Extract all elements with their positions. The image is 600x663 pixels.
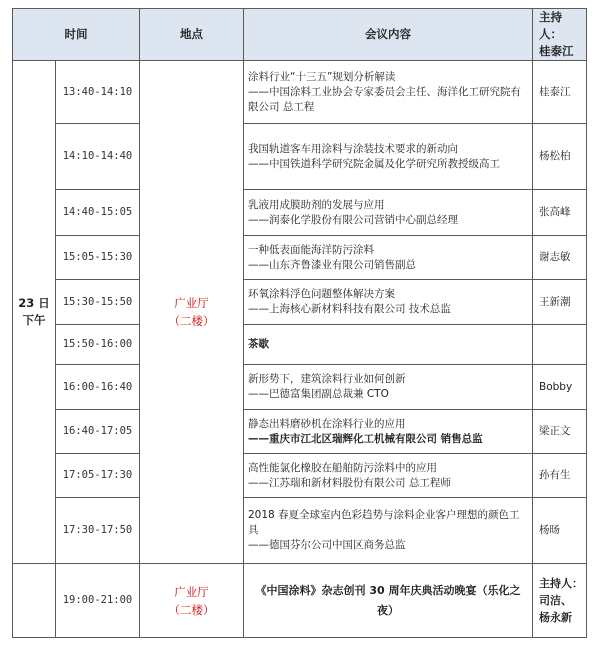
session-speaker: 梁正文	[533, 410, 587, 454]
evening-host	[533, 564, 587, 638]
session-content	[244, 498, 533, 564]
session-title: 高性能氯化橡胶在船舶防污涂料中的应用	[248, 461, 437, 474]
session-detail: ——巴德富集团副总裁兼 CTO	[248, 388, 389, 400]
session-title: 我国轨道客车用涂料与涂装技术要求的新动向	[248, 142, 458, 155]
session-time: 15:50-16:00	[56, 325, 140, 365]
session-title: 静态出料磨砂机在涂料行业的应用	[248, 417, 406, 430]
session-time: 17:30-17:50	[56, 498, 140, 564]
session-title: 2018 春夏全球室内色彩趋势与涂料企业客户理想的颜色工具	[248, 509, 520, 536]
session-title: 涂料行业“十三五”规划分析解读	[248, 70, 396, 83]
header-host-label: 主持人：	[539, 10, 562, 41]
session-speaker: 杨松柏	[533, 124, 587, 190]
session-time: 17:05-17:30	[56, 454, 140, 498]
session-detail: ——中国铁道科学研究院金属及化学研究所教授级高工	[248, 157, 500, 170]
table-row	[13, 410, 587, 454]
venue-floor: （二楼）	[168, 314, 215, 328]
session-time: 15:30-15:50	[56, 280, 140, 325]
session-title: 茶歇	[248, 338, 269, 350]
session-title: 新形势下，建筑涂料行业如何创新	[248, 373, 406, 385]
evening-venue-cell	[140, 564, 244, 638]
session-time: 13:40-14:10	[56, 61, 140, 124]
evening-venue-floor: （二楼）	[168, 602, 215, 617]
session-content	[244, 190, 533, 236]
header-content: 会议内容	[244, 9, 533, 61]
session-speaker: 王新潮	[533, 280, 587, 325]
session-content	[244, 454, 533, 498]
table-row	[13, 190, 587, 236]
evening-title: 《中国涂料》杂志创刊 30 周年庆典活动晚宴（乐化之夜）	[244, 564, 533, 638]
session-detail: ——江苏瑞和新材料股份有限公司 总工程师	[248, 476, 451, 489]
session-title: 环氧涂料浮色问题整体解决方案	[248, 288, 395, 300]
session-content	[244, 236, 533, 280]
venue-name: 广业厅	[174, 296, 209, 310]
session-speaker: 孙有生	[533, 454, 587, 498]
session-speaker: Bobby	[533, 365, 587, 410]
session-detail: ——重庆市江北区瑞辉化工机械有限公司 销售总监	[248, 432, 483, 445]
session-detail: ——润泰化学股份有限公司营销中心副总经理	[248, 213, 458, 226]
session-detail: ——德国芬尔公司中国区商务总监	[248, 539, 406, 551]
table-row-evening	[13, 564, 587, 638]
session-speaker: 杨旸	[533, 498, 587, 564]
header-host	[533, 9, 587, 61]
table-row	[13, 325, 587, 365]
session-time: 16:00-16:40	[56, 365, 140, 410]
table-row	[13, 236, 587, 280]
session-content	[244, 61, 533, 124]
session-speaker	[533, 325, 587, 365]
session-time: 15:05-15:30	[56, 236, 140, 280]
venue-cell	[140, 61, 244, 564]
session-time: 14:40-15:05	[56, 190, 140, 236]
evening-venue-name: 广业厅	[174, 584, 209, 599]
session-speaker: 谢志敏	[533, 236, 587, 280]
session-speaker: 张高峰	[533, 190, 587, 236]
session-content	[244, 365, 533, 410]
evening-time: 19:00-21:00	[56, 564, 140, 638]
session-title: 一种低表面能海洋防污涂料	[248, 243, 374, 256]
session-detail: ——上海核心新材料科技有限公司 技术总监	[248, 303, 451, 315]
evening-host-line3: 杨永新	[539, 611, 572, 624]
table-row	[13, 61, 587, 124]
evening-host-label: 主持人：	[539, 577, 583, 590]
header-host-name: 桂泰江	[539, 44, 574, 58]
table-row	[13, 498, 587, 564]
table-row	[13, 454, 587, 498]
header-location: 地点	[140, 9, 244, 61]
session-speaker: 桂泰江	[533, 61, 587, 124]
table-row	[13, 280, 587, 325]
table-row	[13, 124, 587, 190]
header-row	[13, 9, 587, 61]
day-label: 23 日	[18, 296, 50, 310]
session-content	[244, 325, 533, 365]
session-content	[244, 124, 533, 190]
header-time: 时间	[13, 9, 140, 61]
session-title: 乳液用成膜助剂的发展与应用	[248, 198, 385, 211]
session-time: 16:40-17:05	[56, 410, 140, 454]
agenda-table	[12, 8, 587, 638]
evening-day-cell	[13, 564, 56, 638]
session-content	[244, 410, 533, 454]
table-row	[13, 365, 587, 410]
session-detail: ——山东齐鲁漆业有限公司销售副总	[248, 258, 416, 271]
day-cell	[13, 61, 56, 564]
evening-host-line2: 司洁、	[539, 594, 572, 607]
session-content	[244, 280, 533, 325]
session-detail: ——中国涂料工业协会专家委员会主任、海洋化工研究院有限公司 总工程	[248, 85, 521, 113]
session-time: 14:10-14:40	[56, 124, 140, 190]
day-period: 下午	[22, 313, 46, 327]
